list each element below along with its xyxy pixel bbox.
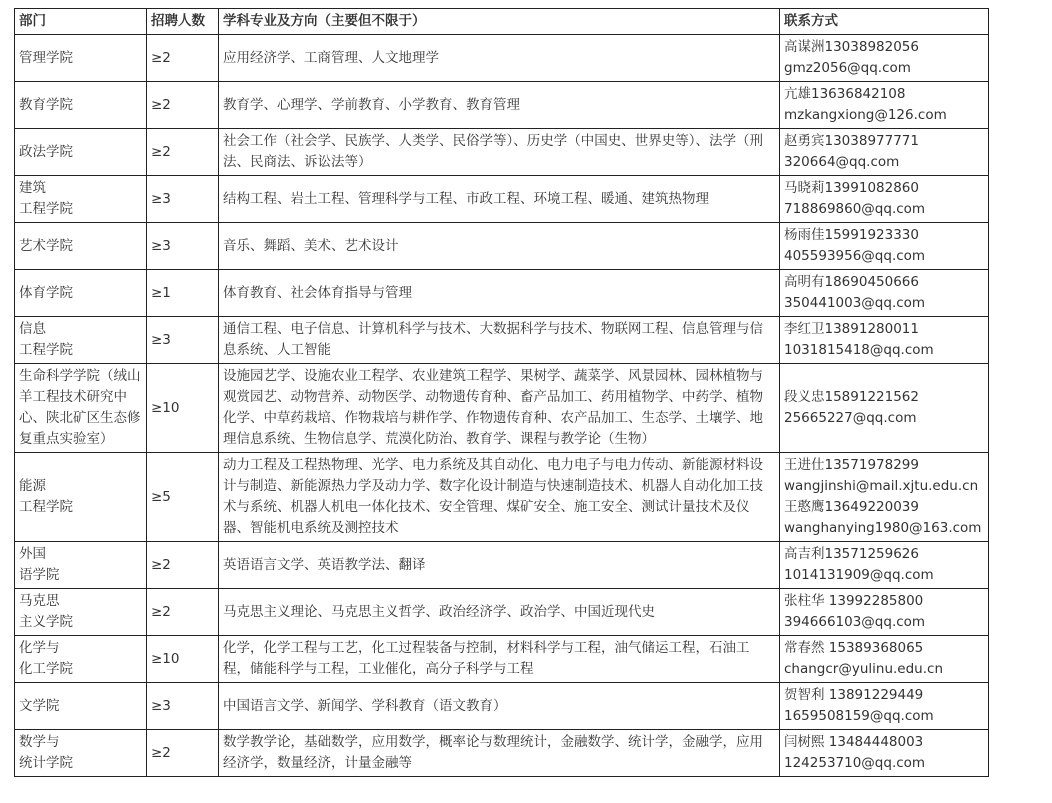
- majors-cell: 数学教学论，基础数学，应用数学，概率论与数理统计，金融数学、统计学，金融学，应用经济学，数量经济，计量金融等: [219, 730, 780, 777]
- department-cell: 生命科学学院（绒山羊工程技术研究中心、陕北矿区生态修复重点实验室）: [15, 364, 147, 453]
- contact-cell: 闫树熙 13484448003 124253710@qq.com: [780, 730, 989, 777]
- department-cell: 艺术学院: [15, 223, 147, 270]
- contact-cell: 亢雄13636842108 mzkangxiong@126.com: [780, 82, 989, 129]
- department-cell: 信息 工程学院: [15, 317, 147, 364]
- header-department: 部门: [15, 9, 147, 35]
- department-cell: 教育学院: [15, 82, 147, 129]
- table-row: [15, 589, 989, 636]
- count-cell: ≥2: [147, 542, 219, 589]
- majors-cell: 结构工程、岩土工程、管理科学与工程、市政工程、环境工程、暖通、建筑热物理: [219, 176, 780, 223]
- table-row: [15, 317, 989, 364]
- contact-cell: 赵勇宾13038977771 320664@qq.com: [780, 129, 989, 176]
- count-cell: ≥3: [147, 683, 219, 730]
- department-cell: 化学与 化工学院: [15, 636, 147, 683]
- department-cell: 文学院: [15, 683, 147, 730]
- majors-cell: 教育学、心理学、学前教育、小学教育、教育管理: [219, 82, 780, 129]
- count-cell: ≥10: [147, 636, 219, 683]
- majors-cell: 英语语言文学、英语教学法、翻译: [219, 542, 780, 589]
- header-count: 招聘人数: [147, 9, 219, 35]
- table-row: [15, 270, 989, 317]
- contact-cell: 张柱华 13992285800 394666103@qq.com: [780, 589, 989, 636]
- count-cell: ≥3: [147, 176, 219, 223]
- contact-cell: 高吉利13571259626 1014131909@qq.com: [780, 542, 989, 589]
- header-majors: 学科专业及方向（主要但不限于）: [219, 9, 780, 35]
- contact-cell: 常春然 15389368065 changcr@yulinu.edu.cn: [780, 636, 989, 683]
- table-row: [15, 223, 989, 270]
- department-cell: 数学与 统计学院: [15, 730, 147, 777]
- table-row: [15, 730, 989, 777]
- contact-cell: 段义忠15891221562 25665227@qq.com: [780, 364, 989, 453]
- majors-cell: 马克思主义理论、马克思主义哲学、政治经济学、政治学、中国近现代史: [219, 589, 780, 636]
- count-cell: ≥1: [147, 270, 219, 317]
- count-cell: ≥3: [147, 223, 219, 270]
- contact-cell: 杨雨佳15991923330 405593956@qq.com: [780, 223, 989, 270]
- count-cell: ≥2: [147, 129, 219, 176]
- majors-cell: 音乐、舞蹈、美术、艺术设计: [219, 223, 780, 270]
- department-cell: 政法学院: [15, 129, 147, 176]
- table-row: [15, 542, 989, 589]
- majors-cell: 应用经济学、工商管理、人文地理学: [219, 35, 780, 82]
- count-cell: ≥10: [147, 364, 219, 453]
- count-cell: ≥5: [147, 453, 219, 542]
- majors-cell: 设施园艺学、设施农业工程学、农业建筑工程学、果树学、蔬菜学、风景园林、园林植物与观赏园艺、动物营养、动物医学、动物遗传育种、畜产品加工、药用植物学、中药学、植物化学、中草药栽培、作物栽培与耕作学、作物遗传育种、农产品加工、生态学、土壤学、地理信息系统、生物信息学、荒漠化防治、教育学、课程与教学论（生物）: [219, 364, 780, 453]
- count-cell: ≥3: [147, 317, 219, 364]
- table-row: [15, 683, 989, 730]
- department-cell: 建筑 工程学院: [15, 176, 147, 223]
- table-row: [15, 453, 989, 542]
- majors-cell: 社会工作（社会学、民族学、人类学、民俗学等）、历史学（中国史、世界史等）、法学（刑法、民商法、诉讼法等）: [219, 129, 780, 176]
- table-row: [15, 82, 989, 129]
- department-cell: 能源 工程学院: [15, 453, 147, 542]
- department-cell: 管理学院: [15, 35, 147, 82]
- table-row: [15, 35, 989, 82]
- contact-cell: 高明有18690450666 350441003@qq.com: [780, 270, 989, 317]
- table-row: [15, 129, 989, 176]
- majors-cell: 体育教育、社会体育指导与管理: [219, 270, 780, 317]
- count-cell: ≥2: [147, 589, 219, 636]
- majors-cell: 通信工程、电子信息、计算机科学与技术、大数据科学与技术、物联网工程、信息管理与信息系统、人工智能: [219, 317, 780, 364]
- table-header-row: [15, 9, 989, 35]
- contact-cell: 王进仕13571978299 wangjinshi@mail.xjtu.edu.cn 王憨鹰13649220039 wanghanying1980@163.com: [780, 453, 989, 542]
- contact-cell: 李红卫13891280011 1031815418@qq.com: [780, 317, 989, 364]
- contact-cell: 贺智利 13891229449 1659508159@qq.com: [780, 683, 989, 730]
- majors-cell: 中国语言文学、新闻学、学科教育（语文教育）: [219, 683, 780, 730]
- majors-cell: 化学，化学工程与工艺，化工过程装备与控制，材料科学与工程，油气储运工程，石油工程，储能科学与工程，工业催化，高分子科学与工程: [219, 636, 780, 683]
- header-contact: 联系方式: [780, 9, 989, 35]
- department-cell: 外国 语学院: [15, 542, 147, 589]
- recruitment-table: [14, 8, 989, 777]
- count-cell: ≥2: [147, 35, 219, 82]
- count-cell: ≥2: [147, 82, 219, 129]
- table-row: [15, 636, 989, 683]
- count-cell: ≥2: [147, 730, 219, 777]
- table-row: [15, 176, 989, 223]
- department-cell: 体育学院: [15, 270, 147, 317]
- table-row: [15, 364, 989, 453]
- contact-cell: 高谋洲13038982056 gmz2056@qq.com: [780, 35, 989, 82]
- department-cell: 马克思 主义学院: [15, 589, 147, 636]
- contact-cell: 马晓莉13991082860 718869860@qq.com: [780, 176, 989, 223]
- majors-cell: 动力工程及工程热物理、光学、电力系统及其自动化、电力电子与电力传动、新能源材料设计与制造、新能源热力学及动力学、数字化设计制造与快速制造技术、机器人自动化加工技术与系统、机器人机电一体化技术、安全管理、煤矿安全、施工安全、测试计量技术及仪器、智能机电系统及测控技术: [219, 453, 780, 542]
